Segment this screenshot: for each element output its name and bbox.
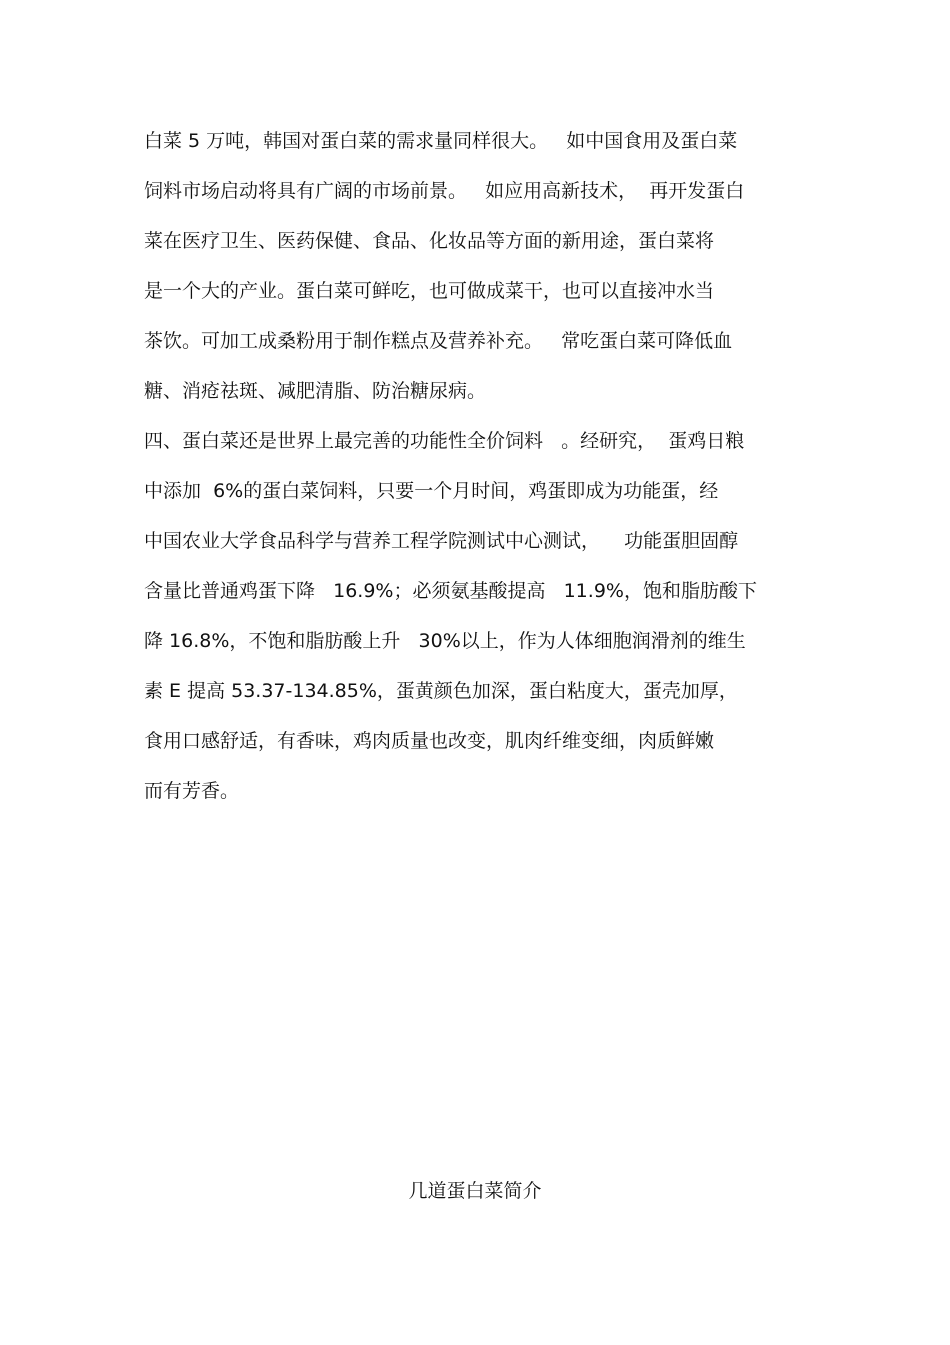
text-line-2: 饲料市场启动将具有广阔的市场前景。 如应用高新技术， 再开发蛋白 — [144, 180, 745, 202]
text-line-10: 含量比普通鸡蛋下降 16.9%；必须氨基酸提高 11.9%，饱和脂肪酸下 — [144, 580, 757, 602]
text-line-14: 而有芳香。 — [144, 780, 240, 802]
section-heading: 几道蛋白菜简介 — [408, 1180, 542, 1202]
text-line-1: 白菜 5 万吨，韩国对蛋白菜的需求量同样很大。 如中国食用及蛋白菜 — [144, 130, 738, 152]
text-line-5: 茶饮。可加工成桑粉用于制作糕点及营养补充。 常吃蛋白菜可降低血 — [144, 330, 733, 352]
body-paragraphs — [144, 123, 824, 823]
text-line-3: 菜在医疗卫生、医药保健、食品、化妆品等方面的新用途，蛋白菜将 — [144, 230, 715, 252]
text-line-12: 素 E 提高 53.37-134.85%，蛋黄颜色加深，蛋白粘度大，蛋壳加厚， — [144, 680, 738, 702]
text-line-7: 四、蛋白菜还是世界上最完善的功能性全价饲料 。经研究， 蛋鸡日粮 — [144, 430, 745, 452]
text-line-9: 中国农业大学食品科学与营养工程学院测试中心测试， 功能蛋胆固醇 — [144, 530, 739, 552]
text-line-11: 降 16.8%，不饱和脂肪酸上升 30%以上，作为人体细胞润滑剂的维生 — [144, 630, 746, 652]
text-line-6: 糖、消疮祛斑、减肥清脂、防治糖尿病。 — [144, 380, 487, 402]
text-line-4: 是一个大的产业。蛋白菜可鲜吃，也可做成菜干，也可以直接冲水当 — [144, 280, 715, 302]
text-line-8: 中添加 6%的蛋白菜饲料，只要一个月时间，鸡蛋即成为功能蛋，经 — [144, 480, 719, 502]
text-line-13: 食用口感舒适，有香味，鸡肉质量也改变，肌肉纤维变细，肉质鲜嫩 — [144, 730, 715, 752]
